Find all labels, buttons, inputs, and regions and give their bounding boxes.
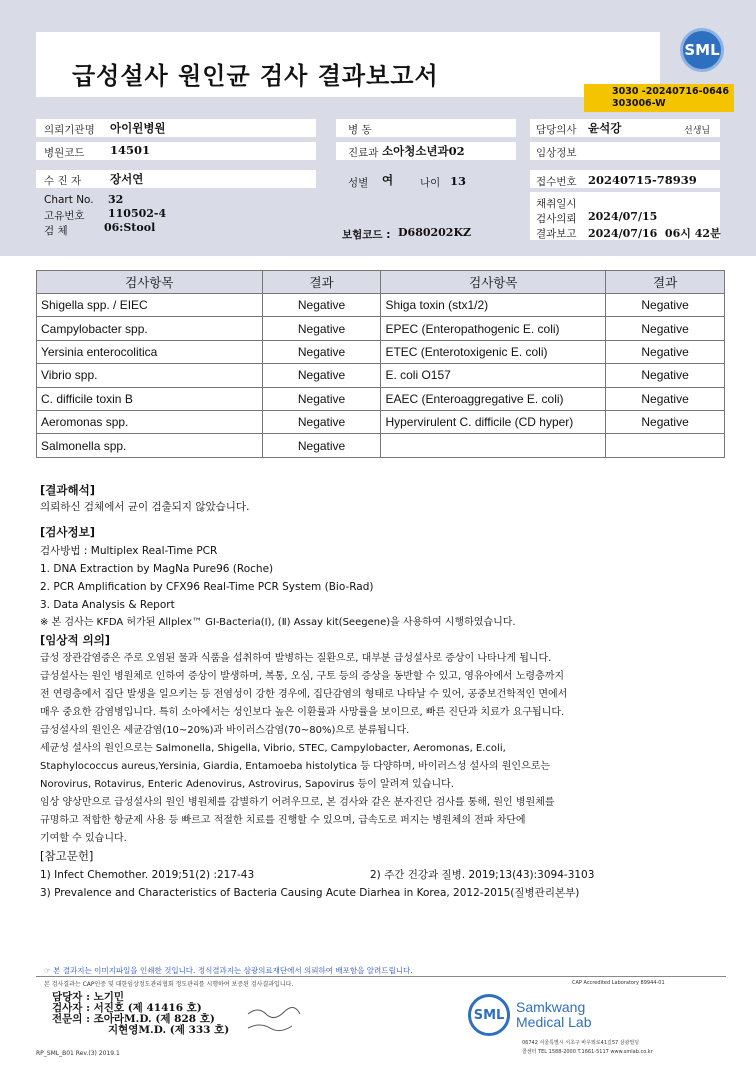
test-result: Negative xyxy=(606,410,725,433)
form-code: RP_SML_B01 Rev.(3) 2019.1 xyxy=(36,1050,120,1057)
reference-2: 2) 주간 건강과 질병. 2019;13(43):3094-3103 xyxy=(370,869,595,881)
test-result: Negative xyxy=(262,364,381,387)
header-test-1: 검사항목 xyxy=(37,271,263,294)
sex-value: 여 xyxy=(382,173,394,187)
test-result: Negative xyxy=(262,317,381,340)
test-result: Negative xyxy=(262,410,381,433)
footer-notice: ☞ 본 결과지는 이미지파일을 인쇄한 것입니다. 정식결과지는 삼광의료재단에서 의뢰하여 배포함을 알려드립니다. xyxy=(44,966,413,975)
report-code-badge xyxy=(584,84,734,112)
test-name: Aeromonas spp. xyxy=(37,410,263,433)
table-header-row xyxy=(37,271,725,294)
method-line: 1. DNA Extraction by MagNa Pure96 (Roche) xyxy=(40,563,274,575)
sig-expert1: 전문의 : 조아라M.D. (제 828 호) xyxy=(52,1013,215,1025)
table-row xyxy=(37,317,725,340)
clinical-block xyxy=(40,650,567,848)
lab-name-line1: Samkwang xyxy=(516,999,586,1015)
ward-label: 병 동 xyxy=(348,124,372,136)
interpretation-text: 의뢰하신 검체에서 균이 검출되지 않았습니다. xyxy=(40,501,250,513)
test-name: Campylobacter spp. xyxy=(37,317,263,340)
header-result-1: 결과 xyxy=(262,271,381,294)
test-name: C. difficile toxin B xyxy=(37,387,263,410)
clinical-line: 임상 양상만으로 급성설사의 원인 병원체를 감별하기 어려우므로, 본 검사와 같은 분자진단 검사를 통해, 원인 병원체를 xyxy=(40,797,555,808)
test-name: EAEC (Enteroaggregative E. coli) xyxy=(381,387,606,410)
age-value: 13 xyxy=(450,174,467,188)
receipt-label: 접수번호 xyxy=(536,176,577,188)
test-result: Negative xyxy=(606,294,725,317)
hcode-label: 병원코드 xyxy=(44,147,85,159)
test-result: Negative xyxy=(262,387,381,410)
test-name: E. coli O157 xyxy=(381,364,606,387)
reference-3: 3) Prevalence and Characteristics of Bacteria Causing Acute Diarhea in Korea, 2012-2015(질병관리본부) xyxy=(40,887,580,899)
table-row xyxy=(37,387,725,410)
clinical-line: 기여할 수 있습니다. xyxy=(40,833,127,844)
sig-expert2: 지현영M.D. (제 333 호) xyxy=(108,1024,230,1036)
test-result: Negative xyxy=(606,340,725,363)
method-heading: [검사정보] xyxy=(40,525,95,539)
sig-tester: 검사자 : 서진호 (제 41416 호) xyxy=(52,1002,202,1014)
method-line: 검사방법 : Multiplex Real-Time PCR xyxy=(40,545,218,557)
clinical-heading: [임상적 의의] xyxy=(40,633,111,647)
dept-label: 진료과 xyxy=(348,147,379,159)
signature-image xyxy=(244,1004,304,1034)
request-label: 검사의뢰 xyxy=(536,213,577,225)
test-result: Negative xyxy=(262,340,381,363)
collect-label: 채취일시 xyxy=(536,198,577,210)
test-result xyxy=(606,434,725,457)
page-title: 급성설사 원인균 검사 결과보고서 xyxy=(72,62,439,90)
test-name: EPEC (Enteropathogenic E. coli) xyxy=(381,317,606,340)
patient-label: 수 진 자 xyxy=(44,175,82,187)
table-row xyxy=(37,410,725,433)
test-result: Negative xyxy=(262,294,381,317)
sig-manager: 담당자 : 노기민 xyxy=(52,991,125,1003)
lab-name xyxy=(516,1000,592,1030)
hcode-value: 14501 xyxy=(110,143,151,157)
lab-address: 06742 서울특별시 서초구 바우뫼로41길57 삼광빌딩 xyxy=(522,1040,640,1046)
test-name: Shigella spp. / EIEC xyxy=(37,294,263,317)
specimen-label: 검 체 xyxy=(44,225,68,237)
header-test-2: 검사항목 xyxy=(381,271,606,294)
table-row xyxy=(37,340,725,363)
table-row xyxy=(37,364,725,387)
test-result: Negative xyxy=(606,364,725,387)
references-heading: [참고문헌] xyxy=(40,849,94,863)
test-result: Negative xyxy=(262,434,381,457)
age-label: 나이 xyxy=(420,177,441,189)
lab-phone: 콜센터 TEL 1588-2000 T.1661-5117 www.smlab.co.kr xyxy=(522,1049,653,1055)
doctor-suffix: 선생님 xyxy=(684,126,711,136)
clinical-line: 전 연령층에서 집단 발생을 일으키는 등 전염성이 강한 경우에, 집단감염의 형태로 나타날 수 있어, 공중보건학적인 면에서 xyxy=(40,689,568,700)
sex-label: 성별 xyxy=(348,177,369,189)
clinical-line: 급성설사는 원인 병원체로 인하여 증상이 발생하며, 복통, 오심, 구토 등의 증상을 동반할 수 있고, 영유아에서 노령층까지 xyxy=(40,671,565,682)
report-code-line1: 3030 -20240716-0646 xyxy=(612,86,729,97)
report-value: 2024/07/16 06시 42분 xyxy=(588,227,721,240)
report-code-line2: 303006-W xyxy=(612,98,666,109)
clinical-line: 세균성 설사의 원인으로는 Salmonella, Shigella, Vibrio, STEC, Campylobacter, Aeromonas, E.coli, xyxy=(40,743,506,754)
test-name: Shiga toxin (stx1/2) xyxy=(381,294,606,317)
clinical-line: 매우 중요한 감염병입니다. 특히 소아에서는 성인보다 높은 이환률과 사망률을 보이므로, 빠른 진단과 치료가 요구됩니다. xyxy=(40,707,565,718)
clinical-line: 규명하고 적합한 항균제 사용 등 빠르고 적절한 치료를 진행할 수 있으며, 급속도로 퍼지는 병원체의 전파 차단에 xyxy=(40,815,526,826)
footer-divider xyxy=(36,976,726,977)
interpretation-heading: [결과해석] xyxy=(40,483,95,497)
uid-label: 고유번호 xyxy=(44,210,85,222)
method-line: 3. Data Analysis & Report xyxy=(40,599,175,611)
clinical-line: 급성 장관감염증은 주로 오염된 물과 식품을 섭취하여 발병하는 질환으로, 대부분 급성설사로 증상이 나타나게 됩니다. xyxy=(40,653,552,664)
insurance-label: 보험코드 : xyxy=(342,229,391,241)
footer-sml-logo: SML xyxy=(468,994,510,1036)
hospital-value: 아이윈병원 xyxy=(110,121,166,135)
test-name: Yersinia enterocolitica xyxy=(37,340,263,363)
table-row xyxy=(37,294,725,317)
doctor-value: 윤석강 xyxy=(588,121,622,135)
method-line: ※ 본 검사는 KFDA 허가된 Allplex™ GI-Bacteria(Ⅰ), (Ⅱ) Assay kit(Seegene)을 사용하여 시행하였습니다. xyxy=(40,617,516,628)
test-name: Vibrio spp. xyxy=(37,364,263,387)
request-value: 2024/07/15 xyxy=(588,210,658,223)
cap-accreditation: CAP Accredited Laboratory 89944-01 xyxy=(572,980,665,986)
reference-1: 1) Infect Chemother. 2019;51(2) :217-43 xyxy=(40,869,255,881)
test-name: Hypervirulent C. difficile (CD hyper) xyxy=(381,410,606,433)
uid-value: 110502-4 xyxy=(108,207,167,220)
doctor-label: 담당의사 xyxy=(536,124,577,136)
test-name: ETEC (Enterotoxigenic E. coli) xyxy=(381,340,606,363)
footer-small-note: 본 검사결과는 CAP인증 및 대한임상정도관리협회 정도관리를 시행하여 보증된 검사결과입니다. xyxy=(44,981,294,988)
clinical-line: 급성설사의 원인은 세균감염(10~20%)과 바이러스감염(70~80%)으로 분류됩니다. xyxy=(40,725,410,736)
method-block xyxy=(40,542,516,632)
method-line: 2. PCR Amplification by CFX96 Real-Time PCR System (Bio-Rad) xyxy=(40,581,374,593)
dept-value: 소아청소년과02 xyxy=(382,144,465,158)
specimen-value: 06:Stool xyxy=(104,221,156,234)
test-result: Negative xyxy=(606,387,725,410)
report-label: 결과보고 xyxy=(536,228,577,240)
chart-label: Chart No. xyxy=(44,194,94,206)
clinical-line: Staphylococcus aureus,Yersinia, Giardia, Entamoeba histolytica 등 다양하며, 바이러스성 설사의 원인으로는 xyxy=(40,761,551,772)
sml-logo: SML xyxy=(680,28,724,72)
results-table xyxy=(36,270,725,458)
receipt-value: 20240715-78939 xyxy=(588,173,697,187)
hospital-label: 의뢰기관명 xyxy=(44,124,95,136)
header-result-2: 결과 xyxy=(606,271,725,294)
table-row xyxy=(37,434,725,457)
test-name xyxy=(381,434,606,457)
test-name: Salmonella spp. xyxy=(37,434,263,457)
insurance-value: D680202KZ xyxy=(398,226,472,239)
test-result: Negative xyxy=(606,317,725,340)
clinical-line: Norovirus, Rotavirus, Enteric Adenovirus, Astrovirus, Sapovirus 등이 알려져 있습니다. xyxy=(40,779,454,790)
clinical-label: 임상정보 xyxy=(536,147,577,159)
patient-value: 장서연 xyxy=(110,172,144,186)
lab-name-line2: Medical Lab xyxy=(516,1014,592,1030)
chart-value: 32 xyxy=(108,193,124,206)
